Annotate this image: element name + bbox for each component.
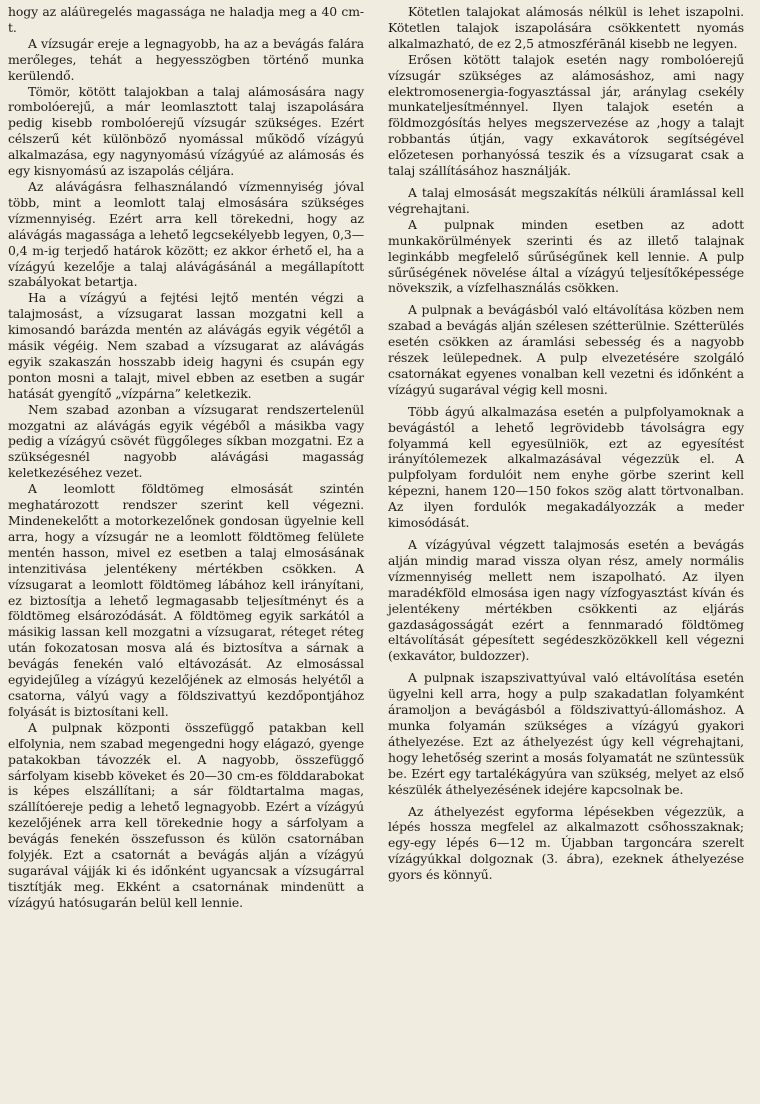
paragraph: Ha a vízágyú a fejtési lejtő mentén végzi a talajmosást, a vízsugarat lassan mozgatni kell a kimosandó barázda mentén az alávágás egyik végétől a másik végéig. Nem szabad a vízsugarat az alávágás egyik szakaszán hosszabb ideig hagyni és csupán egy ponton mosni a talajt, mivel ebben az esetben a sugár hatását gyengítő „vízpárna” keletkezik. (8, 290, 364, 401)
paragraph: Az áthelyezést egyforma lépésekben végezzük, a lépés hossza megfelel az alkalmazott csőhosszaknak; egy-egy lépés 6—12 m. Újabban targoncára szerelt vízágyúkkal dolgoznak (3. ábra), ezeknek áthelyezése gyors és könnyű. (388, 803, 744, 883)
paragraph: A pulpnak minden esetben az adott munkakörülmények szerinti és az illető talajnak leginkább megfelelő sűrűségűnek kell lennie. A pulp sűrűségének növelése által a vízágyú teljesítőképessége növekszik, a vízfelhasználás csökken. (388, 216, 744, 296)
paragraph: A vízsugár ereje a legnagyobb, ha az a bevágás falára merőleges, tehát a hegyesszögben történő munka kerülendő. (8, 35, 364, 83)
paragraph: Tömör, kötött talajokban a talaj alámosására nagy rombolóerejű, a már leomlasztott talaj iszapolására pedig kisebb rombolóerejű vízsugár szükséges. Ezért célszerű két különböző nyomással működő vízágyú alkalmazása, egy nagynyomású vízágyúé az alámosás és egy kisnyomású az iszapolás céljára. (8, 83, 364, 179)
paragraph: Az alávágásra felhasználandó vízmennyiség jóval több, mint a leomlott talaj elmosására szükséges vízmennyiség. Ezért arra kell törekedni, hogy az alávágás magassága a lehető legcsekélyebb legyen, 0,3—0,4 m-ig terjedő határok között; ez akkor érhető el, ha a vízágyú kezelője a talaj alávágásánál a megállapított szabályokat betartja. (8, 178, 364, 290)
paragraph: Nem szabad azonban a vízsugarat rendszertelenül mozgatni az alávágás egyik végéből a másikba vagy pedig a vízágyú csövét függőleges síkban mozgatni. Ez a szükségesnél nagyobb alávágási magasság keletkezéséhez vezet. (8, 401, 364, 481)
paragraph: A pulpnak központi összefüggő patakban kell elfolynia, nem szabad megengedni hogy elágazó, gyenge patakokban távozzék el. A nagyobb, összefüggő sárfolyam kisebb köveket és 20—30 cm-es földdarabokat is képes elszállítani; a sár földtartalma magas, szállítóereje pedig a lehető legnagyobb. Ezért a vízágyú kezelőjének arra kell törekednie hogy a sárfolyam a bevágás fenekén összefusson és külön csatornában folyjék. Ezt a csatornát a bevágás alján a vízágyú sugarával vájják ki és időnként ugyancsak a vízsugárral tisztítják meg. Ekként a csatornának mindenütt a vízágyú hatósugarán belül kell lennie. (8, 719, 364, 910)
paragraph: hogy az aláüregelés magassága ne haladja meg a 40 cm-t. (8, 4, 364, 35)
paragraph: A vízágyúval végzett talajmosás esetén a bevágás alján mindig marad vissza olyan rész, amely normális vízmennyiség mellett nem iszapolható. Az ilyen maradékföld elmosása igen nagy vízfogyasztást kíván és jelentékeny mértékben csökkenti az eljárás gazdaságosságát ezért a fennmaradó földtömeg eltávolítását gépesített segédeszközökkell kell végezni (exkavátor, buldozzer). (388, 537, 744, 664)
paragraph: A pulpnak a bevágásból való eltávolítása közben nem szabad a bevágás alján szélesen szétterülnie. Szétterülés esetén csökken az áramlási sebesség és a nagyobb részek leülepednek. A pulp elvezetésére szolgáló csatornákat egyenes vonalban kell vezetni és időnként a vízágyú sugarával végig kell mosni. (388, 302, 744, 397)
paragraph: A pulpnak iszapszivattyúval való eltávolítása esetén ügyelni kell arra, hogy a pulp szakadatlan folyamként áramoljon a bevágásból a földszivattyú-állomáshoz. A munka folyamán szükséges a vízágyú gyakori áthelyezése. Ezt az áthelyezést úgy kell végrehajtani, hogy lehetőség szerint a mosás folyamatát ne szüntessük be. Ezért egy tartalékágyúra van szükség, melyet az első készülék áthelyezésének idejére kapcsolnak be. (388, 670, 744, 797)
paragraph: Több ágyú alkalmazása esetén a pulpfolyamoknak a bevágástól a lehető legrövidebb távolságra egy folyammá kell egyesülniök, ezt az egyesítést irányítólemezek alkalmazásával végezzük el. A pulpfolyam fordulóit nem enyhe görbe szerint kell képezni, hanem 120—150 fokos szög alatt törtvonalban. Az ilyen fordulók megakadályozzák a meder kimosódását. (388, 403, 744, 531)
paragraph: Kötetlen talajokat alámosás nélkül is lehet iszapolni. Kötetlen talajok iszapolására csökkentett nyomás alkalmazható, de ez 2,5 atmoszférānál kisebb ne legyen. (388, 4, 744, 51)
paragraph: A leomlott földtömeg elmosását szintén meghatározott rendszer szerint kell végezni. Mindenekelőtt a motorkezelőnek gondosan ügyelnie kell arra, hogy a vízsugár ne a leomlott földtömeg felülete mentén hasson, mivel ez esetben a talaj elmosásának intenzitivása jelentékeny mértékben csökken. A vízsugarat a leomlott földtömeg lábához kell irányítani, ez biztosítja a lehető legmagasabb teljesítményt és a földtömeg elsározódását. A földtömeg egyik sarkától a másikig lassan kell mozgatni a vízsugarat, réteget réteg után fokozatosan mosva alá és biztosítva a sárnak a bevágás fenekén való eltávozását. Az elmosással egyidejűleg a vízágyú kezelőjének az elmosás helyétől a csatorna, vályú vagy a földszivattyú kezdőpontjához folyását is biztosítani kell. (8, 481, 364, 719)
paragraph: Erősen kötött talajok esetén nagy rombolóerejű vízsugár szükséges az alámosáshoz, ami nagy elektromosenergia-fogyasztással jár, aránylag csekély munkateljesítménnyel. Ilyen talajok esetén a földmozgósítás helyes megszervezése az ‚hogy a talajt robbantás útján, vagy exkavátorok segítségével előzetesen porhanyóssá teszik és a vízsugarat csak a talaj szállításához használják. (388, 51, 744, 179)
left-text-column (8, 4, 364, 1104)
right-text-column (388, 4, 744, 1104)
paragraph: A talaj elmosását megszakítás nélküli áramlással kell végrehajtani. (388, 184, 744, 216)
